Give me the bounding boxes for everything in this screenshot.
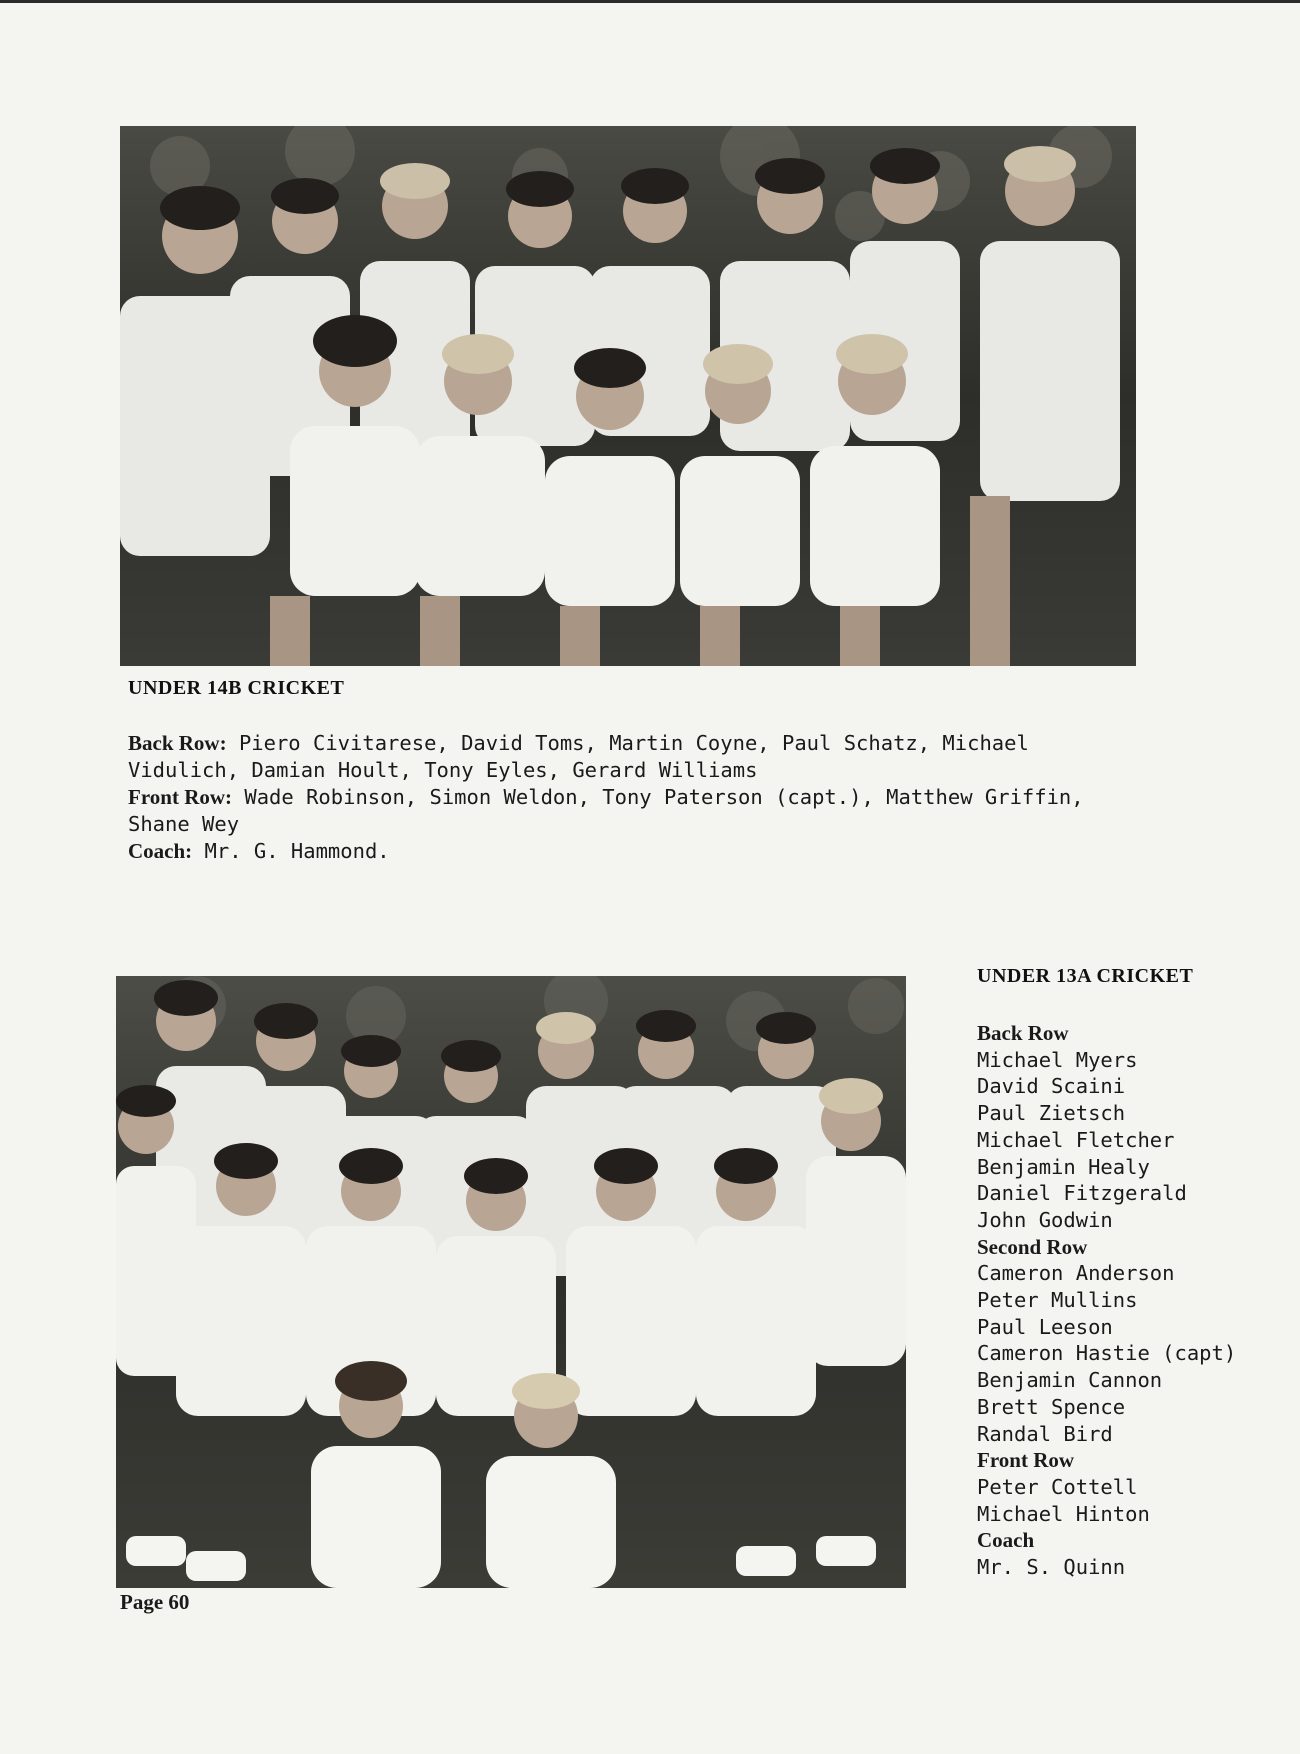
- second-row-label: Second Row: [977, 1234, 1088, 1259]
- caption-under-14b: [128, 730, 1138, 865]
- roster-name: Cameron Hastie (capt): [977, 1341, 1237, 1366]
- back-row-label: Back Row: [977, 1021, 1069, 1045]
- team-photo-under-14b: [120, 126, 1136, 666]
- team-photo-under-13a: [116, 976, 906, 1588]
- roster-name: Peter Cottell: [977, 1474, 1138, 1499]
- roster-name: John Godwin: [977, 1207, 1113, 1232]
- roster-name: Peter Mullins: [977, 1288, 1138, 1313]
- roster-name: Benjamin Cannon: [977, 1368, 1163, 1393]
- coach-name: Mr. S. Quinn: [977, 1555, 1126, 1580]
- coach-entry: [128, 838, 1138, 865]
- front-row-entry: [128, 784, 1138, 838]
- roster-name: Cameron Anderson: [977, 1261, 1175, 1286]
- front-row-names: Wade Robinson, Simon Weldon, Tony Paterson (capt.), Matthew Griffin, Shane Wey: [128, 785, 1084, 836]
- roster-name: Michael Myers: [977, 1047, 1138, 1072]
- roster-name: David Scaini: [977, 1074, 1126, 1099]
- back-row-label: Back Row:: [128, 731, 227, 755]
- roster-name: Michael Hinton: [977, 1501, 1150, 1526]
- second-row-names: [977, 1260, 1277, 1447]
- page-top-edge: [0, 0, 1300, 3]
- roster-name: Brett Spence: [977, 1394, 1126, 1419]
- front-row-label: Front Row: [977, 1448, 1075, 1473]
- page-number: Page 60: [120, 1590, 190, 1614]
- roster-under-13a: [977, 1020, 1277, 1581]
- roster-name: Randal Bird: [977, 1421, 1113, 1446]
- back-row-names: Piero Civitarese, David Toms, Martin Coyne, Paul Schatz, Michael Vidulich, Damian Hoult, Tony Eyles, Gerard Williams: [128, 731, 1029, 782]
- roster-name: Paul Leeson: [977, 1314, 1113, 1339]
- section-title-under-14b: UNDER 14B CRICKET: [128, 677, 345, 699]
- front-row-names: [977, 1474, 1277, 1527]
- roster-name: Michael Fletcher: [977, 1127, 1175, 1152]
- section-title-under-13a: UNDER 13A CRICKET: [977, 965, 1194, 987]
- roster-name: Daniel Fitzgerald: [977, 1181, 1187, 1206]
- back-row-names: [977, 1047, 1277, 1234]
- back-row-entry: [128, 730, 1138, 784]
- coach-label: Coach: [977, 1528, 1035, 1553]
- coach-name: Mr. G. Hammond.: [204, 839, 390, 863]
- front-row-label: Front Row:: [128, 785, 233, 809]
- coach-label: Coach:: [128, 839, 193, 863]
- roster-name: Benjamin Healy: [977, 1154, 1150, 1179]
- roster-name: Paul Zietsch: [977, 1101, 1126, 1126]
